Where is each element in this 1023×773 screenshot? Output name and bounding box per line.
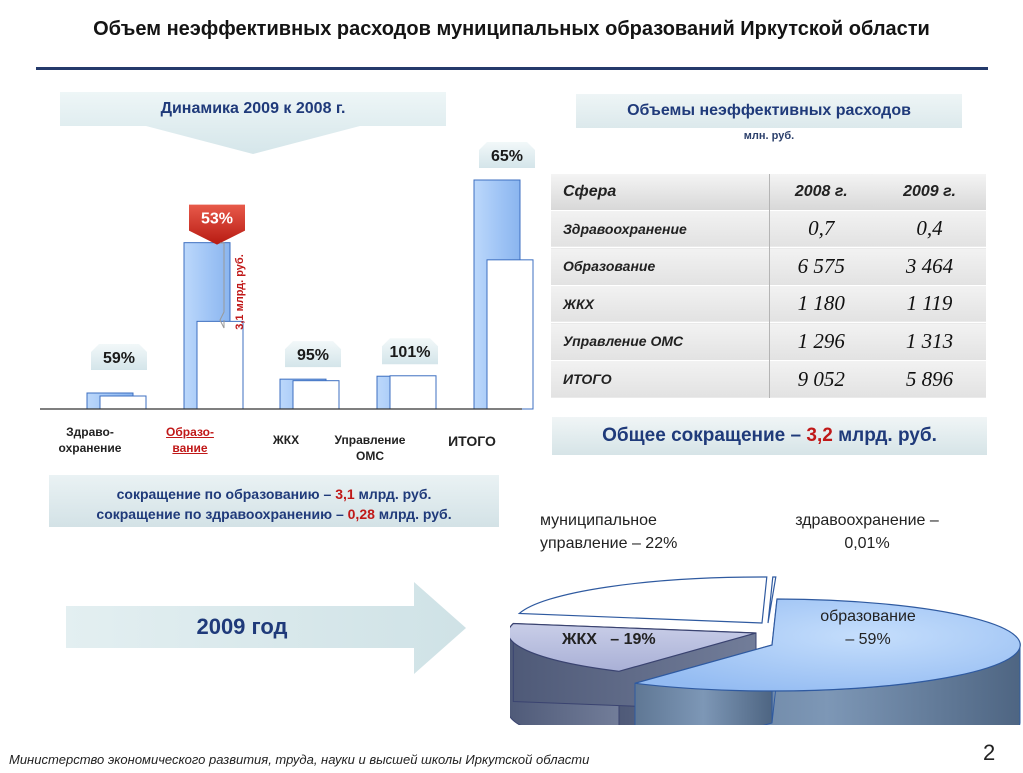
- total-reduction-value: 3,2: [806, 425, 833, 446]
- percent-label: 101%: [389, 344, 431, 362]
- percent-badge: [91, 344, 147, 370]
- bar-2009: [293, 381, 339, 409]
- table-cell-2009: 1 313: [873, 323, 986, 361]
- table-row: [551, 248, 986, 286]
- page-number: 2: [983, 740, 996, 765]
- bar-2009: [390, 376, 436, 409]
- table-header-2008: 2008 г.: [769, 174, 873, 210]
- bar-2009: [487, 260, 533, 409]
- table-cell-2009: 1 119: [873, 285, 986, 323]
- reduction-health: сокращение по здравоохранению – 0,28 млрд. руб.: [96, 506, 452, 522]
- volumes-banner-unit: млн. руб.: [743, 130, 795, 142]
- category-label-oms: Управление ОМС: [334, 433, 406, 463]
- percent-badge: [479, 142, 535, 168]
- table-cell-sphere: ИТОГО: [551, 360, 769, 398]
- pie-label-housing: ЖКХ – 19%: [562, 631, 656, 648]
- table-row: [551, 360, 986, 398]
- percent-label: 59%: [102, 350, 136, 367]
- pie-slice-municipal: [519, 577, 767, 623]
- bar-2009: [197, 321, 243, 409]
- expenses-table: [551, 174, 986, 398]
- table-cell-sphere: Образование: [551, 248, 769, 286]
- table-cell-2009: 5 896: [873, 360, 986, 398]
- category-label-housing: ЖКХ: [272, 433, 300, 447]
- year-label: 2009 год: [196, 614, 288, 639]
- table-cell-sphere: Здравоохранение: [551, 210, 769, 248]
- page-title: Объем неэффективных расходов муниципальных образований Иркутской области: [93, 18, 930, 40]
- pie-label-education: образование – 59%: [820, 608, 916, 648]
- percent-badge: [285, 341, 341, 367]
- table-header-2009: 2009 г.: [873, 174, 986, 210]
- table-cell-sphere: ЖКХ: [551, 285, 769, 323]
- percent-label: 65%: [490, 148, 524, 165]
- pie-label-health: здравоохранение – 0,01%: [795, 512, 939, 552]
- footer-ministry: Министерство экономического развития, труда, науки и высшей школы Иркутской области: [9, 752, 590, 767]
- category-label-total: ИТОГО: [448, 433, 496, 449]
- table-header-sphere: Сфера: [551, 174, 769, 210]
- title-rule: [36, 67, 988, 70]
- table-cell-2008: 9 052: [769, 360, 873, 398]
- table-row: [551, 210, 986, 248]
- percent-label: 95%: [296, 347, 330, 365]
- education-reduction-label: 3,1 млрд. руб.: [234, 254, 246, 330]
- percent-badge: [382, 338, 438, 364]
- reductions-box: [49, 475, 499, 527]
- reduction-education: сокращение по образованию – 3,1 млрд. руб.: [116, 486, 432, 502]
- percent-label: 53%: [200, 210, 234, 228]
- table-cell-2008: 1 180: [769, 285, 873, 323]
- category-label-education: Образо- вание: [166, 425, 214, 455]
- table-header-row: [551, 174, 986, 210]
- table-cell-2009: 0,4: [873, 210, 986, 248]
- table-cell-2008: 6 575: [769, 248, 873, 286]
- table-cell-sphere: Управление ОМС: [551, 323, 769, 361]
- table-cell-2009: 3 464: [873, 248, 986, 286]
- category-label-health: Здраво- охранение: [58, 425, 122, 455]
- total-reduction-box: Общее сокращение – 3,2 млрд. руб.: [552, 417, 987, 455]
- table-row: [551, 285, 986, 323]
- table-row: [551, 323, 986, 361]
- bar-2009: [100, 396, 146, 409]
- percent-badge-highlight: [189, 205, 245, 245]
- pie-label-municipal: муниципальное управление – 22%: [540, 512, 678, 552]
- volumes-banner-title: Объемы неэффективных расходов: [627, 102, 911, 119]
- table-cell-2008: 1 296: [769, 323, 873, 361]
- table-cell-2008: 0,7: [769, 210, 873, 248]
- dynamics-bar-chart: [30, 130, 540, 470]
- dynamics-banner-title: Динамика 2009 к 2008 г.: [160, 100, 346, 117]
